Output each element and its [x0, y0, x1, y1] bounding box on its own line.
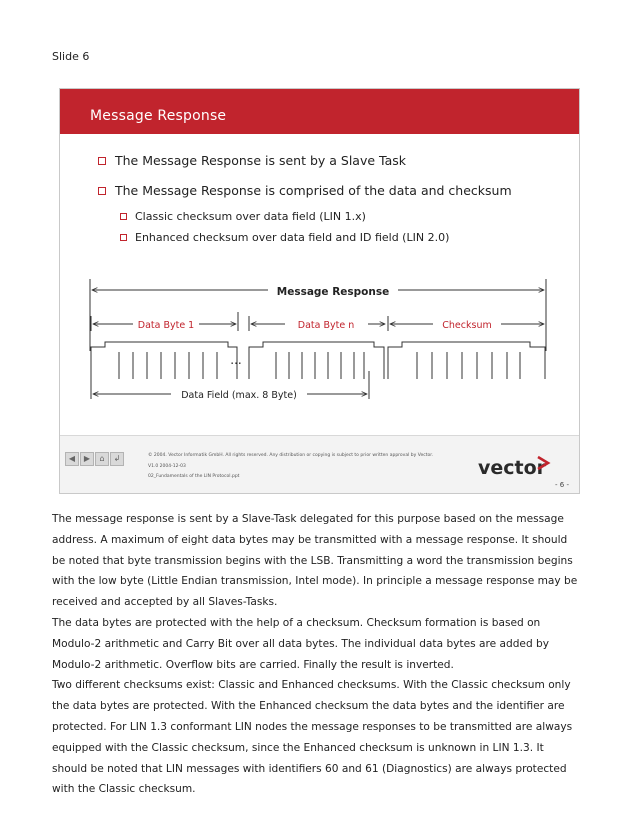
footer-version: V1.0 2004-12-03: [148, 464, 186, 469]
notes-paragraph: Two different checksums exist: Classic and Enhanced checksums. With the Classic checksum only the data bytes are protected. With the Enhanced checksum the data bytes and the identifier are protected. For LIN 1.3 conformant LIN nodes the message responses to be transmitted are always equipped with the Classic checksum, since the Enhanced checksum is unknown in LIN 1.3. It should be noted that LIN messages with identifiers 60 and 61 (Diagnostics) are always protected with the Classic checksum.: [52, 679, 573, 796]
checksum-label: Checksum: [442, 320, 492, 331]
vector-logo-text: vector: [478, 457, 547, 479]
footer-copyright: © 2004. Vector Informatik GmbH. All rights reserved. Any distribution or copying is subject to prior written approval by Vector.: [148, 453, 434, 458]
slide-nav-buttons: [65, 452, 124, 466]
ellipsis-label: ...: [230, 353, 242, 367]
sub-bullet-text: Classic checksum over data field (LIN 1.x): [135, 210, 366, 223]
message-response-label: Message Response: [276, 286, 390, 298]
slide-number-label: Slide 6: [52, 50, 90, 63]
sub-bullet-text: Enhanced checksum over data field and ID field (LIN 2.0): [135, 231, 450, 244]
footer-filename: 02_Fundamentals of the LIN Protocol.ppt: [148, 474, 240, 479]
slide-thumbnail: [59, 88, 580, 494]
home-icon[interactable]: ⌂: [95, 452, 109, 466]
slide-page-number: - 6 -: [555, 481, 569, 489]
data-byte-n-label: Data Byte n: [297, 320, 355, 331]
notes-body: [52, 509, 580, 800]
notes-paragraph: The data bytes are protected with the help of a checksum. Checksum formation is based on Modulo-2 arithmetic and Carry Bit over all data bytes. The individual data bytes are added by Modulo-2 arithmetic. Overflow bits are carried. Finally the result is inverted.: [52, 616, 550, 671]
notes-paragraph: The message response is sent by a Slave-Task delegated for this purpose based on the message address. A maximum of eight data bytes may be transmitted with a message response. It should be noted that byte transmission begins with the LSB. Transmitting a word the transmission begins with the low byte (Little Endian transmission, Intel mode). In principle a message response may be received and accepted by all Slaves-Tasks.: [52, 513, 578, 609]
bullet-text: The Message Response is sent by a Slave Task: [115, 153, 406, 168]
data-field-label: Data Field (max. 8 Byte): [181, 390, 297, 401]
bullet-text: The Message Response is comprised of the data and checksum: [115, 183, 512, 198]
next-arrow-icon[interactable]: ▶: [80, 452, 94, 466]
data-byte-1-label: Data Byte 1: [137, 320, 195, 331]
slide-footer: [60, 435, 579, 494]
vector-logo: [476, 452, 556, 482]
return-icon[interactable]: ↲: [110, 452, 124, 466]
previous-arrow-icon[interactable]: ◀: [65, 452, 79, 466]
slide-title: Message Response: [90, 108, 227, 124]
message-response-diagram: [60, 89, 580, 494]
